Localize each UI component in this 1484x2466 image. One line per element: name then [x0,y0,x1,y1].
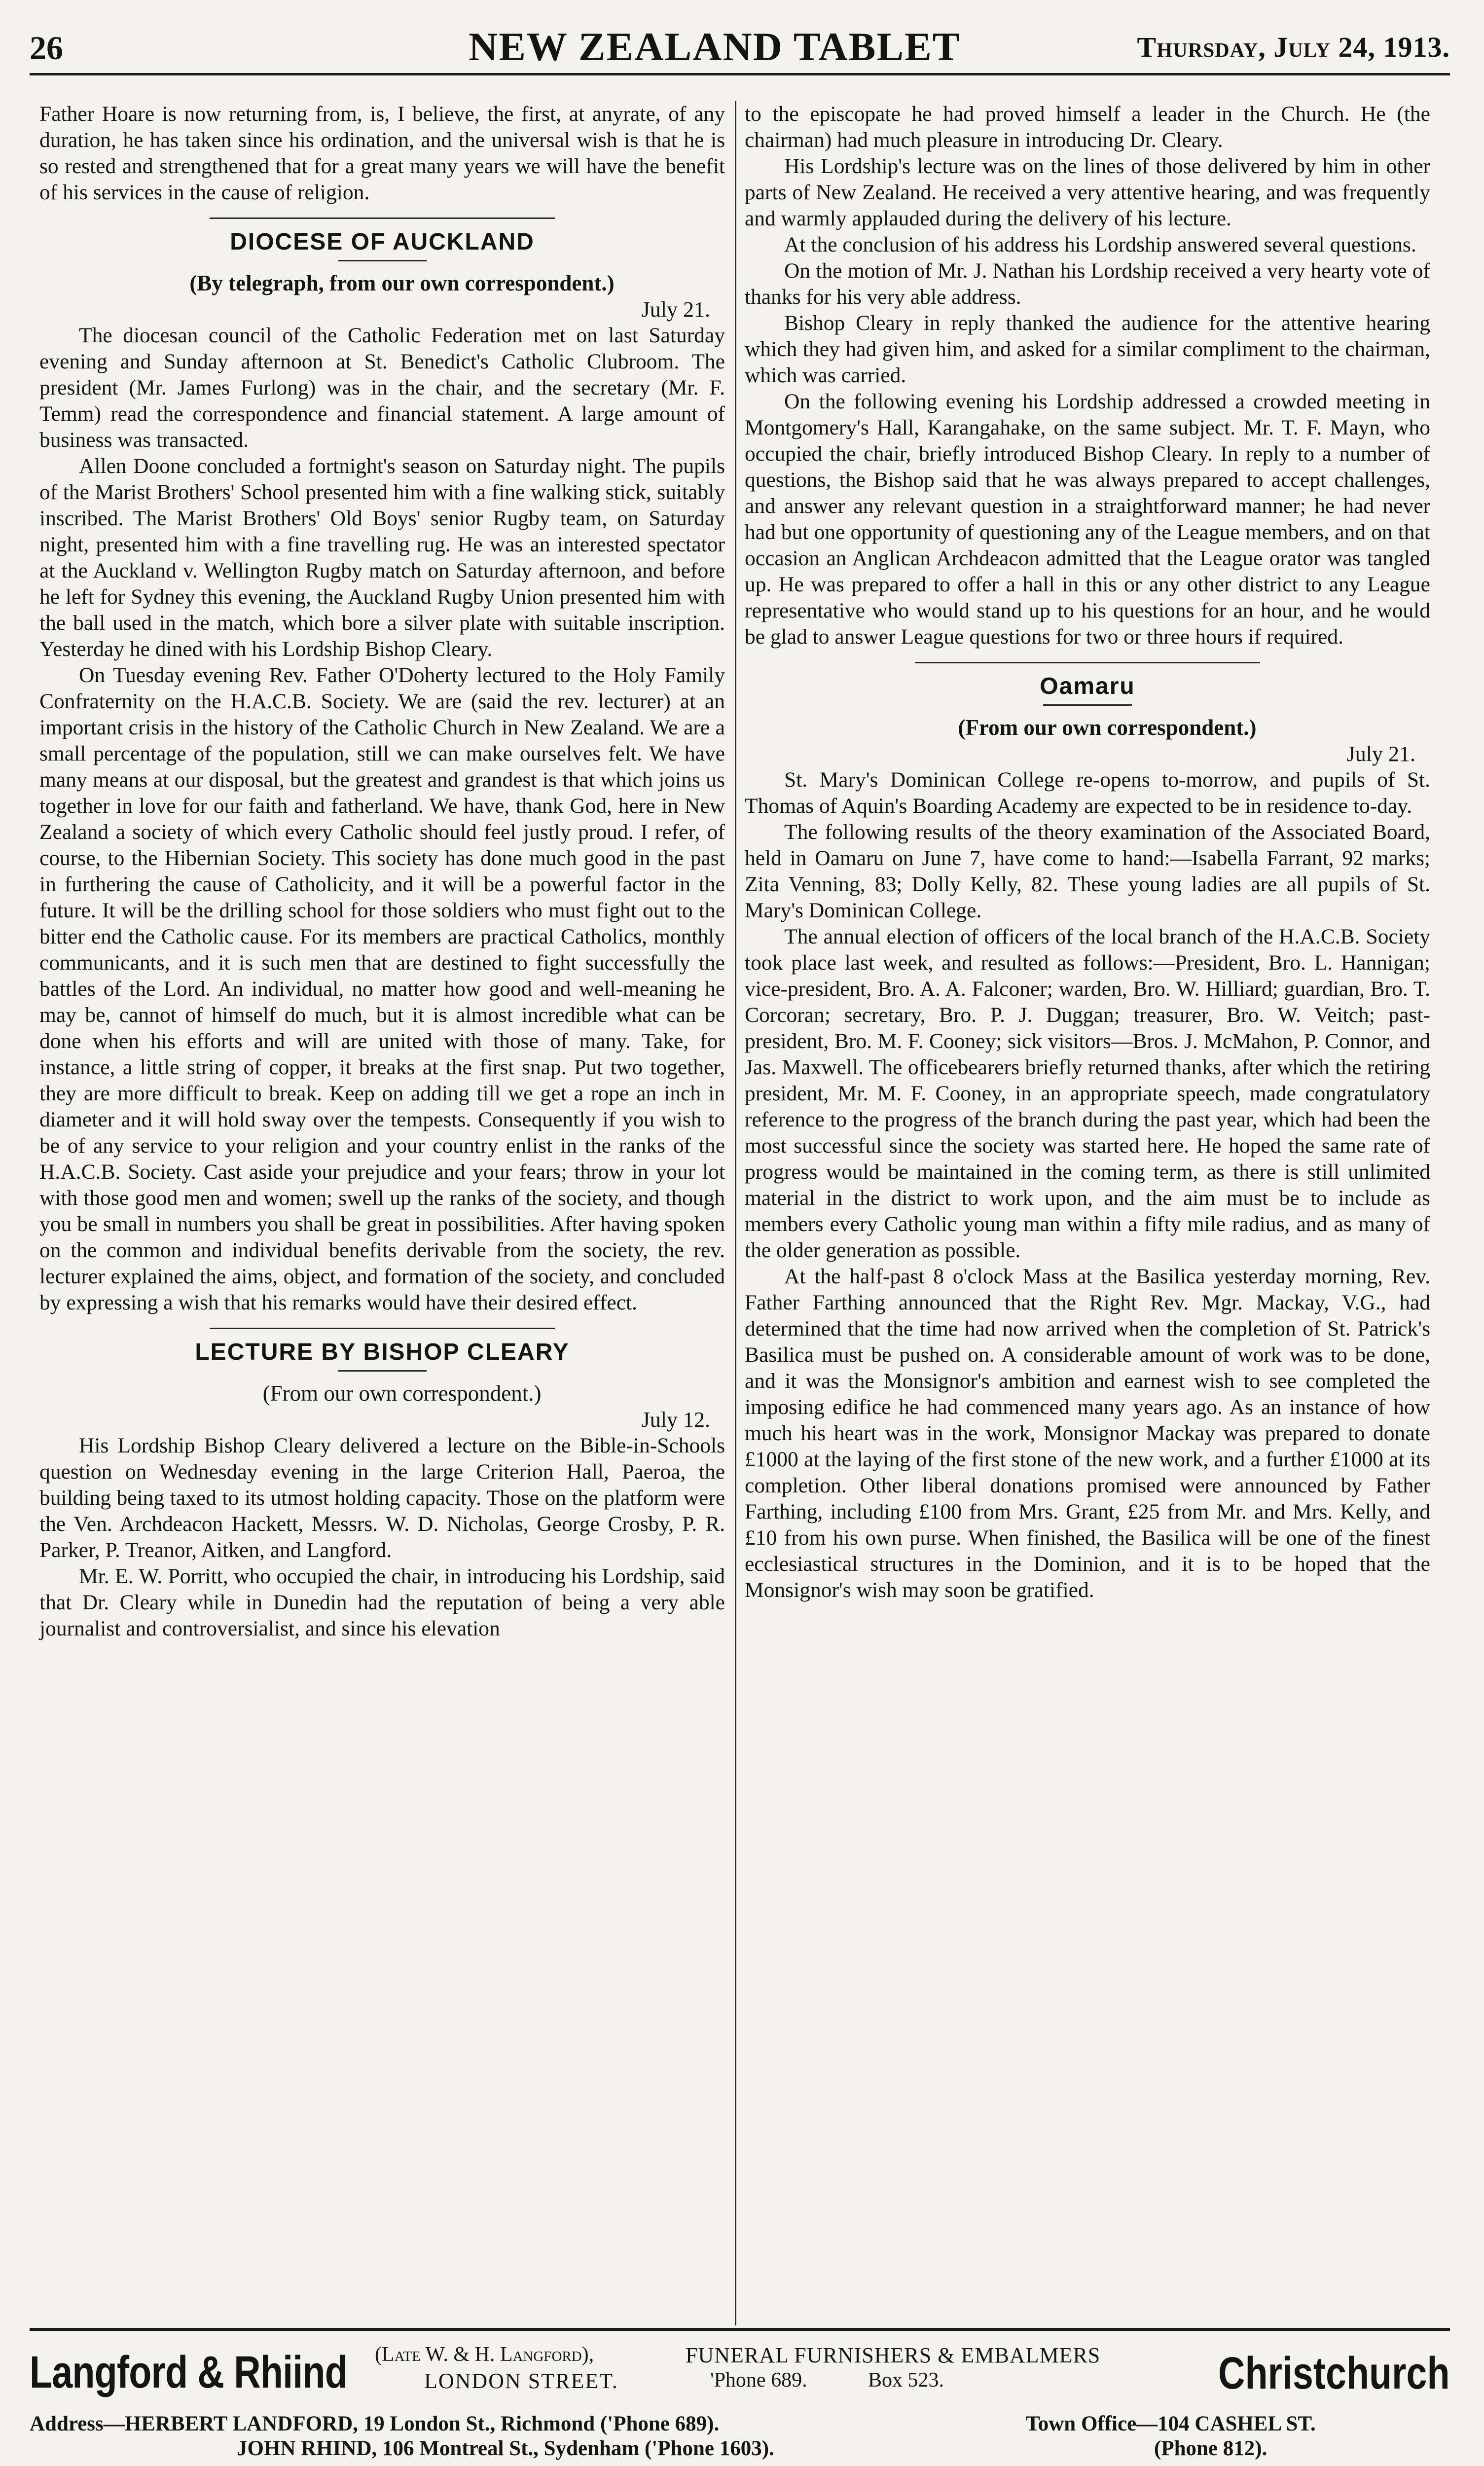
right-column [745,101,1430,1603]
advertiser-town-office: Town Office—104 CASHEL ST. [1026,2412,1316,2435]
left-column [39,101,725,1642]
advertiser-box: Box 523. [868,2369,944,2392]
advertiser-trade: FUNERAL FURNISHERS & EMBALMERS [686,2343,1101,2367]
advertiser-address-1: Address—HERBERT LANDFORD, 19 London St., Richmond ('Phone 689). [30,2412,720,2435]
auckland-dateline: July 21. [641,297,710,322]
lecture-paragraph: His Lordship Bishop Cleary delivered a lecture on the Bible-in-Schools question on Wednesday evening in the large Criterion Hall, Paeroa, the building being taxed to its utmost holding capacity. Those on the platform were the Ven. Archdeacon Hackett, Messrs. W. D. Nicholas, George Crosby, P. R. Parker, P. Treanor, Aitken, and Langford. [39,1434,725,1562]
lecture-continued-paragraph: to the episcopate he had proved himself a leader in the Church. He (the chairman) had much pleasure in introducing Dr. Cleary. [745,102,1430,152]
lecture-continued-paragraph: His Lordship's lecture was on the lines of those delivered by him in other parts of New Zealand. He received a very attentive hearing, and was frequently and warmly applauded during the delivery of his lecture. [745,154,1430,230]
issue-date: Thursday, July 24, 1913. [1137,31,1450,63]
oamaru-heading: Oamaru [1040,673,1135,699]
oamaru-byline: (From our own correspondent.) [958,715,1257,740]
section-divider [210,1328,555,1329]
masthead [30,20,1450,74]
newspaper-title: NEW ZEALAND TABLET [469,24,961,69]
advertiser-street: LONDON STREET. [424,2369,618,2393]
oamaru-dateline: July 21. [1346,742,1415,766]
section-divider [210,218,555,219]
lecture-continued-paragraph: On the motion of Mr. J. Nathan his Lordship received a very hearty vote of thanks for his very able address. [745,259,1430,309]
auckland-paragraph: The diocesan council of the Catholic Federation met on last Saturday evening and Sunday afternoon at St. Benedict's Catholic Clubroom. The president (Mr. James Furlong) was in the chair, and the secretary (Mr. F. Temm) read the correspondence and financial statement. A large amount of business was transacted. [39,324,725,452]
auckland-paragraph: On Tuesday evening Rev. Father O'Doherty lectured to the Holy Family Confraternity on the H.A.C.B. Society. We are (said the rev. lecturer) at an important crisis in the history of the Catholic Church in New Zealand. We are a small percentage of the population, still we can make ourselves felt. We have many means at our disposal, but the greatest and grandest is that which joins us together in love for our faith and fatherland. We have, thank God, here in New Zealand a society of which every Catholic should feel justly proud. I refer, of course, to the Hibernian Society. This society has done much good in the past in furthering the cause of Catholicity, and it will be a powerful factor in the future. It will be the drilling school for those soldiers who must fight out to the bitter end the Catholic cause. For its members are practical Catholics, monthly communicants, and it is such men that are destined to fight successfully the battles of the Lord. An individual, no matter how good and well-meaning he may be, cannot of himself do much, but it is almost incredible what can be done when his efforts and will are united with those of many. Take, for instance, a little string of copper, it breaks at the first snap. Put two together, they are more difficult to break. Keep on adding till we get a rope an inch in diameter and it will hold sway over the tempests. Consequently if you wish to be of any service to your religion and your country enlist in the ranks of the H.A.C.B. Society. Cast aside your prejudice and your fears; throw in your lot with those good men and women; swell up the ranks of the society, and though you be small in numbers you shall be great in possibilities. After having spoken on the common and individual benefits derivable from the society, the rev. lecturer explained the aims, object, and formation of the society, and concluded by expressing a wish that his remarks would have their desired effect. [39,663,725,1314]
lecture-continued-paragraph: At the conclusion of his address his Lordship answered several questions. [784,233,1416,256]
oamaru-paragraph: The annual election of officers of the local branch of the H.A.C.B. Society took place last week, and resulted as follows:—President, Bro. L. Hannigan; vice-president, Bro. A. A. Falconer; warden, Bro. W. Hilliard; guardian, Bro. T. Corcoran; secretary, Bro. P. J. Duggan; treasurer, Bro. W. Veitch; past-president, Bro. M. F. Cooney; sick visitors—Bros. J. McMahon, P. Connor, and Jas. Maxwell. The officebearers briefly returned thanks, after which the retiring president, Mr. M. F. Cooney, in an appropriate speech, made congratulatory reference to the progress of the branch during the past year, which had been the most successful since the society was started here. He hoped the same rate of progress would be maintained in the coming term, as there is still unlimited material in the district to work upon, and the aim must be to include as members every Catholic young man within a fifty mile radius, and as many of the older generation as possible. [745,925,1430,1262]
page-number: 26 [30,29,63,67]
oamaru-paragraph: At the half-past 8 o'clock Mass at the Basilica yesterday morning, Rev. Father Farthing announced that the Right Rev. Mgr. Mackay, V.G., had determined that the time had now arrived when the completion of St. Patrick's Basilica must be pushed on. A considerable amount of work was to be done, and it was the Monsignor's ambition and earnest wish to see completed the imposing edifice he had commenced many years ago. As an instance of how much his heart was in the work, Monsignor Mackay was prepared to donate £1000 at the laying of the first stone of the new work, and a further £1000 at its completion. Other liberal donations promised were announced by Father Farthing, including £100 from Mrs. Grant, £25 from Mr. and Mrs. Kelly, and £10 from his own purse. When finished, the Basilica will be one of the finest ecclesiastical structures in the Dominion, and it is to be hoped that the Monsignor's wish may soon be gratified. [745,1265,1430,1602]
lecture-heading: LECTURE BY BISHOP CLEARY [195,1339,570,1365]
footer-top-rule [30,2328,1450,2331]
advertiser-city: Christchurch [1218,2348,1450,2398]
lecture-continued-paragraph: On the following evening his Lordship addressed a crowded meeting in Montgomery's Hall, Karangahake, on the same subject. Mr. T. F. Mayn, who occupied the chair, briefly introduced Bishop Cleary. In reply to a number of questions, the Bishop said that he was always prepared to accept challenges, and answer any relevant question in a straightforward manner; he had never had but one opportunity of questioning any of the League members, and on that occasion an Anglican Archdeacon admitted that the League orator was tangled up. He was prepared to offer a hall in this or any other district to any League representative who would stand up to his questions for an hour, and he would be glad to answer League questions for two or three hours if required. [745,390,1430,649]
auckland-byline: (By telegraph, from our own correspondent.) [189,271,615,295]
heading-underline [1043,704,1132,706]
section-divider [915,662,1260,663]
oamaru-paragraph: St. Mary's Dominican College re-opens to-morrow, and pupils of St. Thomas of Aquin's Boarding Academy are expected to be in residence to-day. [745,768,1430,818]
advertiser-phone: 'Phone 689. [710,2369,807,2392]
lecture-continued-paragraph: Bishop Cleary in reply thanked the audience for the attentive hearing which they had given him, and asked for a similar compliment to the chairman, which was carried. [745,311,1430,387]
auckland-heading: DIOCESE OF AUCKLAND [230,229,535,255]
footer-advertisement [30,2328,1450,2466]
advertiser-town-phone: (Phone 812). [1154,2437,1267,2460]
advertiser-address-2: JOHN RHIND, 106 Montreal St., Sydenham ('Phone 1603). [237,2437,774,2460]
advertiser-late-note: (Late W. & H. Langford), [375,2343,594,2366]
masthead-rule [30,73,1450,75]
column-divider [735,101,736,2325]
lecture-paragraph: Mr. E. W. Porritt, who occupied the chair, in introducing his Lordship, said that Dr. Cleary while in Dunedin had the reputation of being a very able journalist and controversialist, and since his elevation [39,1564,725,1640]
heading-underline [338,260,427,261]
intro-paragraph: Father Hoare is now returning from, is, I believe, the first, at anyrate, of any duration, he has taken since his ordination, and the universal wish is that he is so rested and strengthened that for a great many years we will have the benefit of his services in the cause of religion. [39,102,725,204]
auckland-paragraph: Allen Doone concluded a fortnight's season on Saturday night. The pupils of the Marist Brothers' School presented him with a fine walking stick, suitably inscribed. The Marist Brothers' Old Boys' senior Rugby team, on Saturday night, presented him with a fine travelling rug. He was an interested spectator at the Auckland v. Wellington Rugby match on Saturday afternoon, and before he left for Sydney this evening, the Auckland Rugby Union presented him with the ball used in the match, which bore a silver plate with suitable inscription. Yesterday he dined with his Lordship Bishop Cleary. [39,454,725,661]
lecture-byline: (From our own correspondent.) [262,1381,542,1406]
advertiser-brand: Langford & Rhiind [30,2347,347,2397]
lecture-dateline: July 12. [641,1408,710,1432]
heading-underline [338,1370,427,1372]
oamaru-paragraph: The following results of the theory examination of the Associated Board, held in Oamaru on June 7, have come to hand:—Isabella Farrant, 92 marks; Zita Venning, 83; Dolly Kelly, 82. These young ladies are all pupils of St. Mary's Dominican College. [745,820,1430,922]
